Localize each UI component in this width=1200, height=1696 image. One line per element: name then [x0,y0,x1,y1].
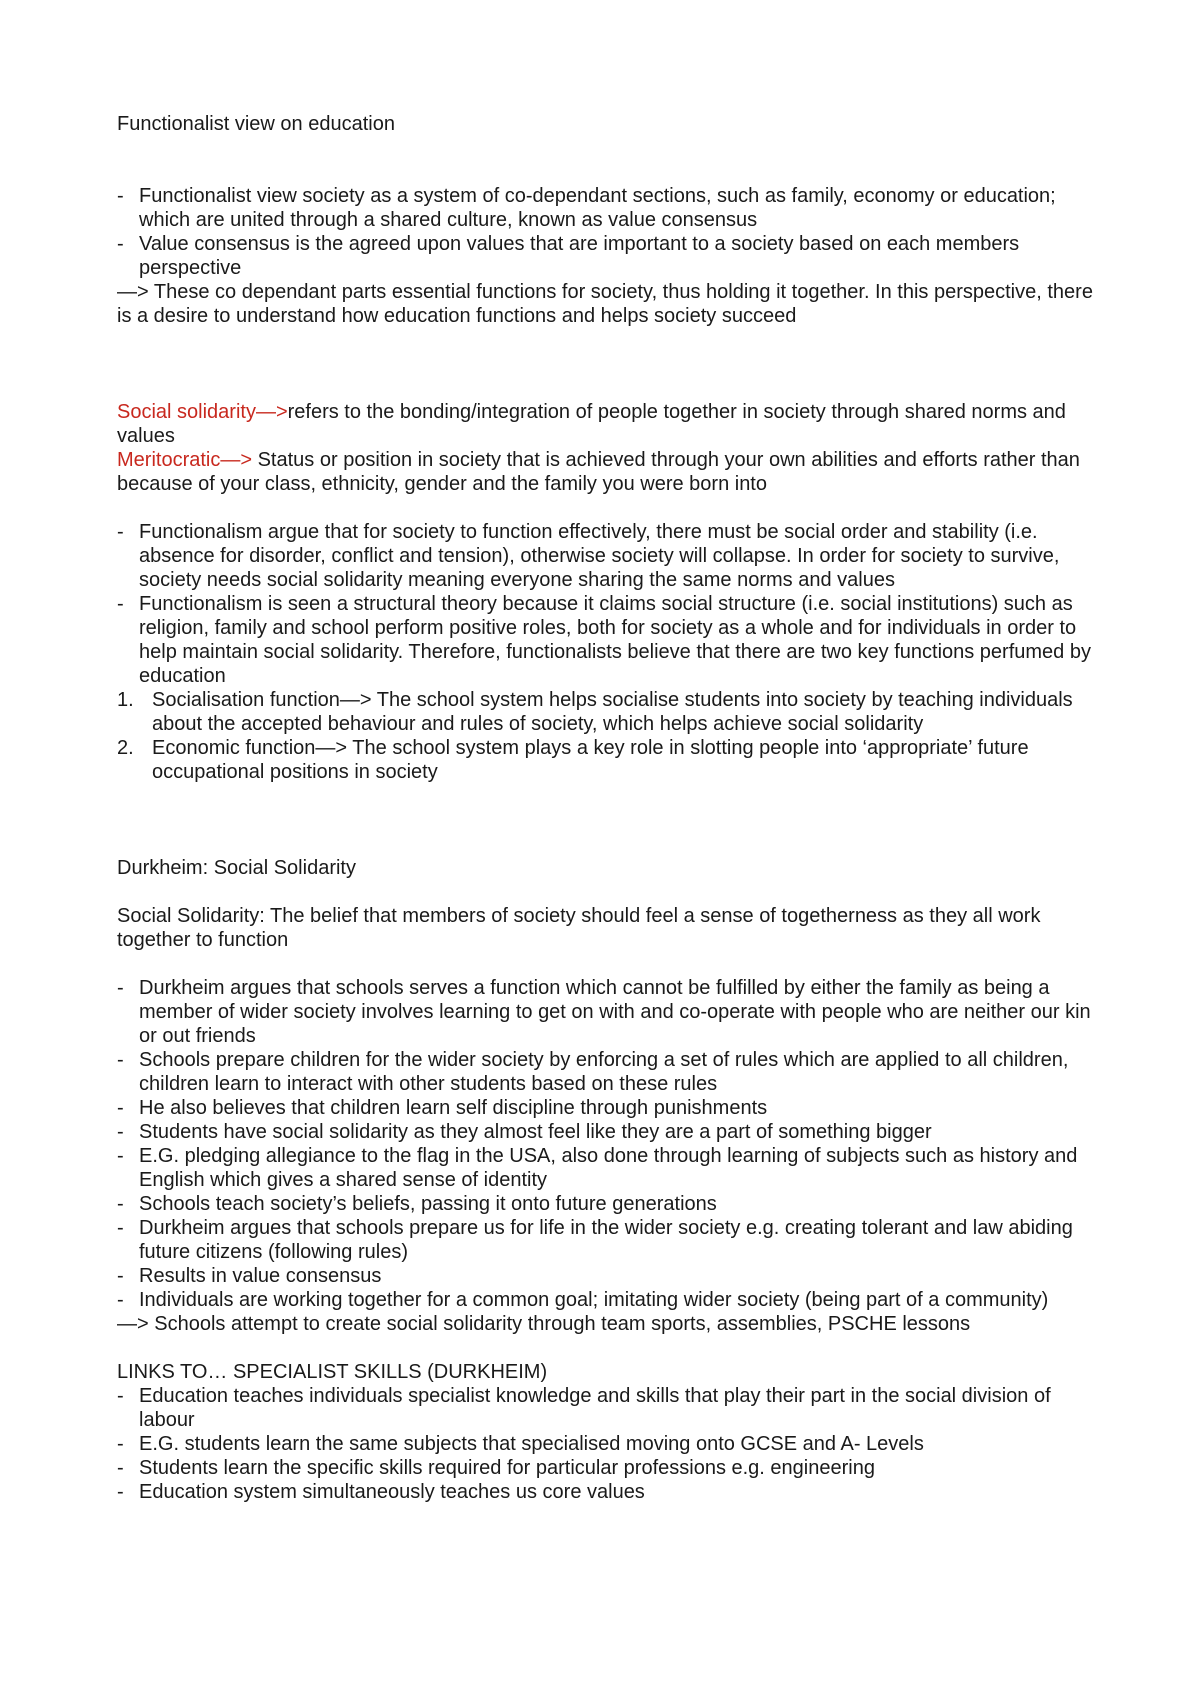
functionalist-bullet-list [117,184,1100,280]
list-item: - Results in value consensus [117,1264,1100,1288]
item-text: Socialisation function—> The school system helps socialise students into society by teaching individuals about the accepted behaviour and rules of society, which helps achieve social solidarity [152,689,1073,735]
definition-text: Status or position in society that is achieved through your own abilities and efforts rather than because of your class, ethnicity, gender and the family you were born into [117,449,1080,495]
durkheim-bullet-list [117,976,1100,1312]
list-item: - Value consensus is the agreed upon values that are important to a society based on each members perspective [117,232,1100,280]
list-item: - Durkheim argues that schools prepare us for life in the wider society e.g. creating tolerant and law abiding future citizens (following rules) [117,1216,1100,1264]
section-heading-functionalist: Functionalist view on education [117,113,395,135]
spacer [117,136,1100,184]
list-item: - Education teaches individuals specialist knowledge and skills that play their part in the social division of labour [117,1384,1100,1432]
numbered-item [117,736,1100,784]
list-item: - Durkheim argues that schools serves a function which cannot be fulfilled by either the family as being a member of wider society involves learning to get on with and co-operate with people who are neither our kin or out friends [117,976,1100,1048]
arrow-paragraph: —> These co dependant parts essential functions for society, thus holding it together. In this perspective, there is a desire to understand how education functions and helps society succeed [117,281,1093,327]
definition-term: Meritocratic—> [117,449,258,471]
spacer [117,496,1100,520]
list-item: - Schools teach society’s beliefs, passing it onto future generations [117,1192,1100,1216]
definition-paragraph: Social Solidarity: The belief that members of society should feel a sense of togetherness as they all work together to function [117,905,1041,951]
list-item: - Students have social solidarity as they almost feel like they are a part of something bigger [117,1120,1100,1144]
list-item: - He also believes that children learn self discipline through punishments [117,1096,1100,1120]
list-item: - Education system simultaneously teaches us core values [117,1480,1100,1504]
numbered-item [117,688,1100,736]
list-item: - Functionalism is seen a structural theory because it claims social structure (i.e. social institutions) such as religion, family and school perform positive roles, both for society as a whole and for individuals in order to help maintain social solidarity. Therefore, functionalists believe that there are two key functions perfumed by education [117,592,1100,688]
definition-term: Social solidarity—> [117,401,288,423]
spacer [117,880,1100,904]
list-item: - Schools prepare children for the wider society by enforcing a set of rules which are applied to all children, children learn to interact with other students based on these rules [117,1048,1100,1096]
definition-social-solidarity [117,400,1100,448]
spacer [117,784,1100,856]
list-item: - E.G. students learn the same subjects that specialised moving onto GCSE and A- Levels [117,1432,1100,1456]
list-item: - Students learn the specific skills required for particular professions e.g. engineering [117,1456,1100,1480]
definition-text: refers to the bonding/integration of people together in society through shared norms and values [117,401,1066,447]
specialist-skills-bullet-list [117,1384,1100,1504]
list-item: - Individuals are working together for a common goal; imitating wider society (being part of a community) [117,1288,1100,1312]
spacer [117,952,1100,976]
spacer [117,1336,1100,1360]
item-number: 1. [117,689,134,711]
list-item: - Functionalism argue that for society to function effectively, there must be social order and stability (i.e. absence for disorder, conflict and tension), otherwise society will collapse. In order for society to survive, society needs social solidarity meaning everyone sharing the same norms and values [117,520,1100,592]
functionalism-bullet-list [117,520,1100,688]
spacer [117,328,1100,400]
list-item: - Functionalist view society as a system of co-dependant sections, such as family, economy or education; which are united through a shared culture, known as value consensus [117,184,1100,232]
definition-meritocratic [117,448,1100,496]
functions-numbered-list [117,688,1100,784]
arrow-paragraph: —> Schools attempt to create social solidarity through team sports, assemblies, PSCHE lessons [117,1313,971,1335]
section-heading-specialist-skills: LINKS TO… SPECIALIST SKILLS (DURKHEIM) [117,1361,548,1383]
item-number: 2. [117,737,134,759]
section-heading-durkheim: Durkheim: Social Solidarity [117,857,356,879]
item-text: Economic function—> The school system plays a key role in slotting people into ‘appropriate’ future occupational positions in society [152,737,1029,783]
list-item: - E.G. pledging allegiance to the flag in the USA, also done through learning of subjects such as history and English which gives a shared sense of identity [117,1144,1100,1192]
